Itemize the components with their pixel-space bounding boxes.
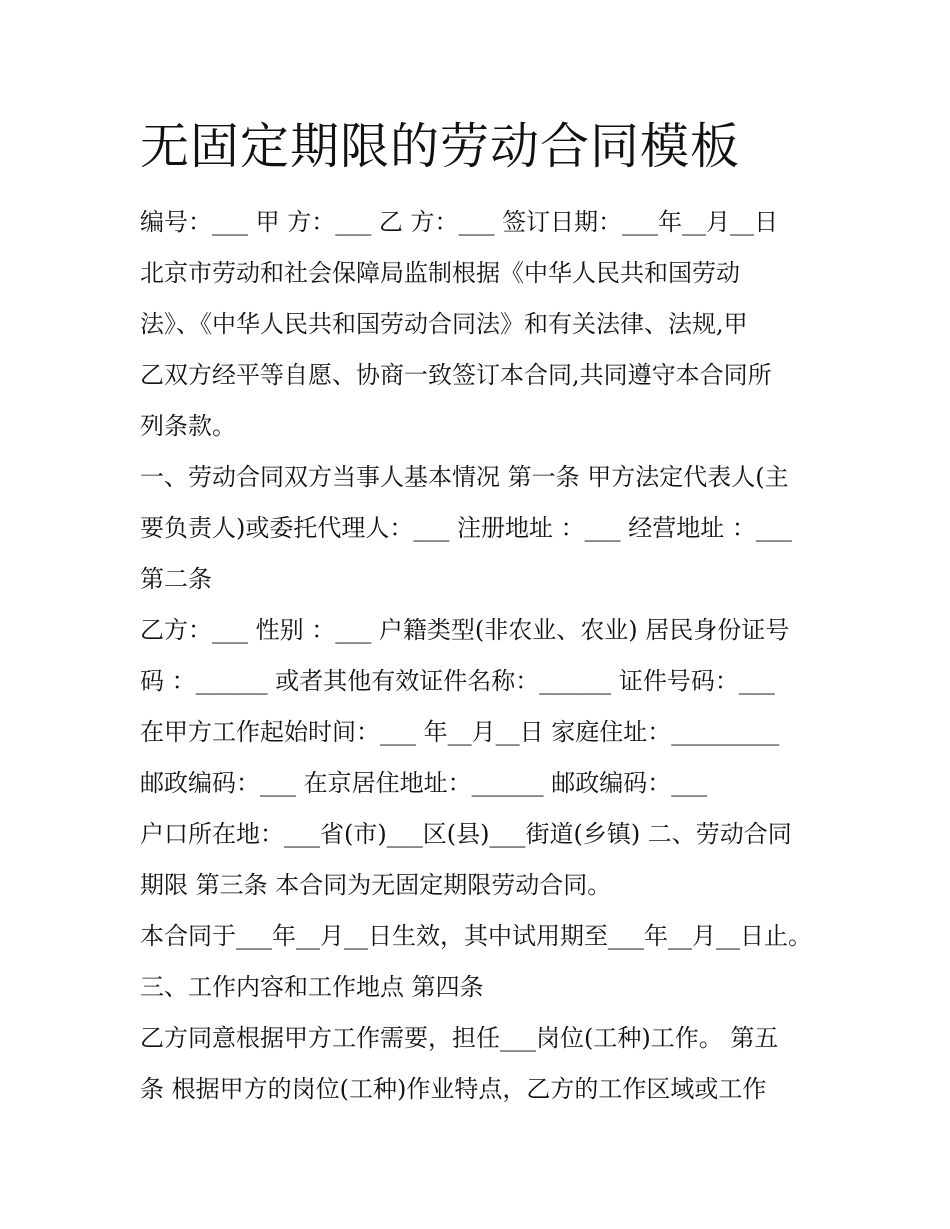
body-line-5: 一、劳动合同双方当事人基本情况 第一条 甲方法定代表人(主	[140, 463, 789, 491]
body-line-2: 法》、《中华人民共和国劳动合同法》和有关法律、法规,甲	[140, 310, 748, 338]
body-line-11: 邮政编码：___ 在京居住地址：______ 邮政编码：___	[140, 769, 708, 797]
body-line-17: 条 根据甲方的岗位(工种)作业特点，乙方的工作区域或工作	[140, 1075, 767, 1103]
document-title: 无固定期限的劳动合同模板	[140, 118, 741, 175]
body-line-15: 三、工作内容和工作地点 第四条	[140, 973, 484, 1001]
body-line-9: 码 ：______ 或者其他有效证件名称：______ 证件号码：___	[140, 667, 775, 695]
body-line-4: 列条款。	[140, 412, 236, 440]
body-line-3: 乙双方经平等自愿、协商一致签订本合同,共同遵守本合同所	[140, 361, 772, 389]
body-line-12: 户口所在地：___省(市)___区(县)___街道(乡镇) 二、劳动合同	[140, 820, 792, 848]
body-line-1: 北京市劳动和社会保障局监制根据《中华人民共和国劳动	[140, 259, 740, 287]
body-line-6: 要负责人)或委托代理人：___ 注册地址 ：___ 经营地址 ：___	[140, 514, 792, 542]
body-line-7: 第二条	[140, 565, 212, 593]
body-line-13: 期限 第三条 本合同为无固定期限劳动合同。	[140, 871, 612, 899]
body-line-14: 本合同于___年__月__日生效，其中试用期至___年__月__日止。	[140, 922, 812, 950]
contract-header-line: 编号：___ 甲 方：___ 乙 方：___ 签订日期：___年__月__日	[140, 208, 779, 236]
body-line-8: 乙方：___ 性别 ：___ 户籍类型(非农业、农业) 居民身份证号	[140, 616, 790, 644]
body-line-10: 在甲方工作起始时间：___ 年__月__日 家庭住址：_________	[140, 718, 780, 746]
body-line-16: 乙方同意根据甲方工作需要，担任___岗位(工种)工作。 第五	[140, 1024, 779, 1052]
